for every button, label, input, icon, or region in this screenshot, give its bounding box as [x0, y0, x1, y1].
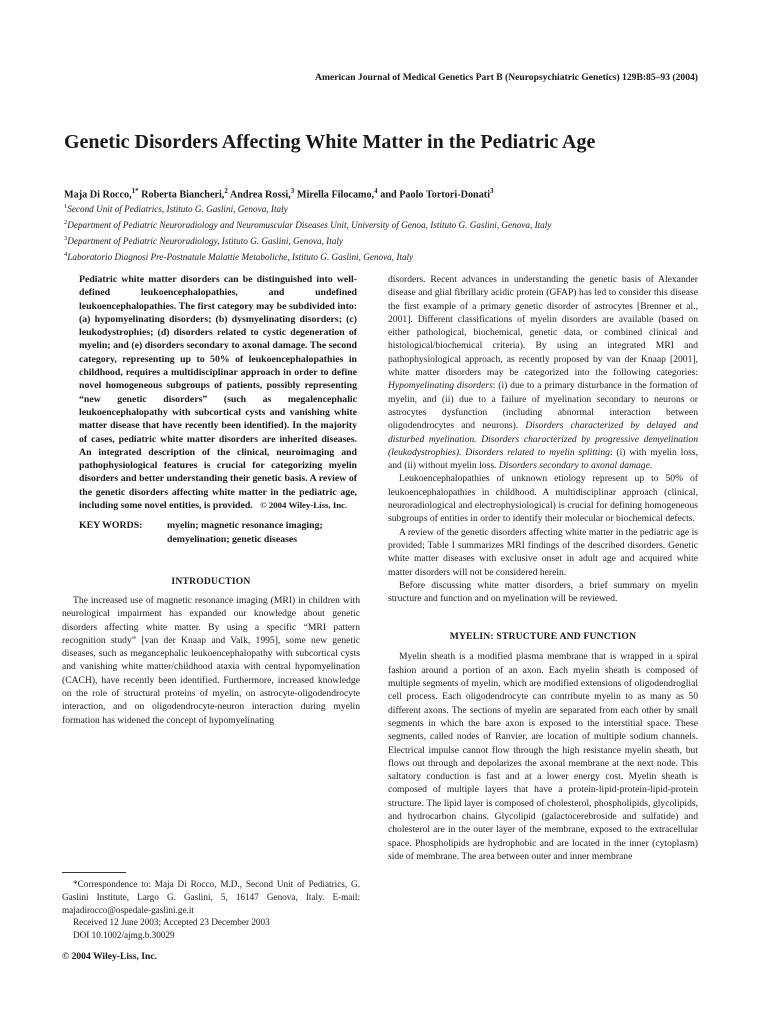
section-heading-introduction: INTRODUCTION [171, 575, 251, 587]
affiliation-sup: 2 [64, 219, 68, 227]
author-name: Mirella Filocamo, [296, 189, 375, 201]
right-column [388, 273, 698, 863]
text-run: : (i) with myelin loss, and (ii) without myelin loss. [388, 446, 699, 472]
footnote-doi: DOI 10.1002/ajmg.b.30029 [73, 930, 175, 941]
affiliation-text: Department of Pediatric Neuroradiology, Istituto G. Gaslini, Genova, Italy [67, 236, 344, 247]
abstract-text: Pediatric white matter disorders can be distinguished into well-defined leukoencephalopathies, and undefined leukoencephalopathies. The first category may be subdivided into: (a) hypomyelinating disorders; (b) dysmyelinating disorders; (c) leukodystrophies; (d) disorders related to cystic degeneration of myelin; and (e) disorders secondary to axonal damage. The second category, representing up to 50% of leukoencephalopathies in childhood, requires a multidisciplinar approach in order to define novel homogeneous subgroups of patients, possibly representing “new genetic disorders” (such as megalencephalic leukoencephalopathy with subcortical cysts and vanishing white matter disease that have recently been identified). In the majority of cases, pediatric white matter disorders are inherited diseases. An integrated description of the clinical, neuroimaging and pathophysiological features is crucial for categorizing myelin disorders and better understanding their genetic basis. A review of the genetic disorders affecting white matter in the pediatric age, including some novel entities, is provided. [79, 274, 357, 512]
affiliation-sup: 4 [64, 251, 68, 259]
author-sup: 3 [290, 187, 295, 195]
keywords [62, 519, 360, 546]
keywords-text: myelin; magnetic resonance imaging; demyelination; genetic diseases [167, 520, 323, 545]
affiliation [64, 216, 734, 232]
affiliation [64, 232, 734, 248]
text-run: . [649, 460, 653, 472]
author-name: Roberta Biancheri, [141, 189, 225, 201]
affiliation-text: Department of Pediatric Neuroradiology and Neuromuscular Diseases Unit, University of Genoa, Istituto G. Gaslini, Genova, Italy [67, 220, 552, 231]
affiliation [64, 200, 734, 216]
text-run-italic: Disorders characterized by delayed and disturbed myelination. Disorders characterized by progressive demyelination (leukodystrophies). Disorders related to myelin splitting [388, 420, 698, 458]
paragraph: Myelin sheath is a modified plasma membrane that is wrapped in a spiral fashion around a portion of an axon. Each myelin sheath is composed of multiple segments of myelin, which are modified extensions of oligodendroglial cell process. Each oligodendrocyte can contribute myelin to as many as 50 different axons. The sections of myelin are separated from each other by small segments in which the bare axon is exposed to the interstitial space. These segments, called nodes of Ranvier, are location of multiple sodium channels. Electrical impulse cannot flow through the high resistance myelin sheath, but flows out through and depolarizes the axonal membrane at the next node. This saltatory conduction is fast and at a lower energy cost. Myelin sheath is composed of multiple layers that have a protein-lipid-protein-lipid-protein structure. The lipid layer is composed of cholesterol, phospholipids, glycolipids, and hydrocarbon chains. Glycolipid (galactocerebroside and sulfatide) and cholesterol are in the outer layer of the membrane, exposed to the extracellular space. Phospholipids are hydrophobic and are located in the inner (cytoplasm) side of membrane. The area between outer and inner membrane [388, 651, 698, 862]
author-sup: 1* [131, 187, 139, 195]
text-run: : (i) due to a primary disturbance in the formation of myelin, and (ii) due to a failure of myelination secondary to neurons or astrocytes dysfunction (including abnormal interaction between oligodendrocytes and neurons). [388, 380, 698, 432]
affiliation-text: Laboratorio Diagnosi Pre-Postnatale Malattie Metaboliche, Istituto G. Gaslini, Genova, Italy [67, 252, 414, 263]
affiliation-sup: 3 [64, 235, 68, 243]
paragraph: Before discussing white matter disorders, a brief summary on myelin structure and function and on myelination will be reviewed. [388, 579, 698, 605]
author-name: Maja Di Rocco, [64, 189, 132, 201]
affiliation-list [64, 200, 734, 264]
footnote-received: Received 12 June 2003; Accepted 23 December 2003 [73, 917, 270, 928]
paragraph: Leukoencephalopathies of unknown etiology represent up to 50% of leukoencephalopathies in childhood. A multidisciplinar approach (clinical, neuroradiological and electrophysiological) is crucial for defining homogeneous subgroups of entities in order to identify their molecular or biochemical defects. [388, 473, 698, 525]
text-run-italic: Hypomyelinating disorders [388, 380, 493, 392]
left-column [62, 273, 360, 727]
text-run: disorders. Recent advances in understanding the genetic basis of Alexander disease and glial fibrillary acidic protein (GFAP) has led to consider this disease the first example of a primary genetic disorder of astrocytes [Brenner et al., 2001]. Different classifications of myelin disorders are available (based on either pathological, biochemical, genetic data, or combined clinical and histological/biochemical criteria). By using an integrated MRI and pathophysiological approach, as recently proposed by van der Knaap [2001], white matter disorders may be categorized into the following categories: [388, 274, 698, 379]
text-run-italic: Disorders secondary to axonal damage [498, 460, 650, 472]
running-head: American Journal of Medical Genetics Part B (Neuropsychiatric Genetics) 129B:85–93 (2004) [315, 72, 698, 83]
author-name: and Paolo Tortori-Donati [380, 189, 491, 201]
paragraph [388, 273, 698, 472]
paragraph: A review of the genetic disorders affecting white matter in the pediatric age is provided; Table I summarizes MRI findings of the described disorders. Genetic white matter diseases with exclusive onset in adult age and acquired white matter disorders will not be considered herein. [388, 526, 698, 578]
affiliation-text: Second Unit of Pediatrics, Istituto G. Gaslini, Genova, Italy [67, 204, 288, 215]
copyright-notice: © 2004 Wiley-Liss, Inc. [62, 951, 158, 962]
author-sup: 2 [224, 187, 228, 195]
section-heading-myelin: MYELIN: STRUCTURE AND FUNCTION [449, 631, 637, 643]
abstract-copyright: © 2004 Wiley-Liss, Inc. [260, 500, 348, 511]
author-sup: 4 [374, 187, 378, 195]
footnotes [62, 878, 360, 942]
paragraph: The increased use of magnetic resonance imaging (MRI) in children with neurological impairment has expanded our knowledge about genetic disorders affecting white matter. By using a specific “MRI pattern recognition study” [van der Knaap and Valk, 1995], some new genetic diseases, such as megancephalic leukoencephalopathy with subcortical cysts and vanishing white matter/childhood ataxia with central hypomyelination (CACH), have recently been identified. Furthermore, increased knowledge on the role of structural proteins of myelin, on astrocyte-oligodendrocyte interaction, and on oligodendrocyte-neuron interaction during myelin formation has widened the concept of hypomyelinating [62, 594, 360, 726]
footnote-correspondence: *Correspondence to: Maja Di Rocco, M.D., Second Unit of Pediatrics, G. Gaslini Institute, Largo G. Gaslini, 5, 16147 Genova, Italy. E-mail: majadirocco@ospedale-gaslini.ge.it [62, 879, 360, 915]
keywords-label: KEY WORDS: [79, 520, 143, 532]
article-title: Genetic Disorders Affecting White Matter in the Pediatric Age [64, 131, 596, 153]
footnote-divider [62, 872, 126, 873]
abstract [62, 273, 360, 512]
affiliation-sup: 1 [64, 203, 68, 210]
affiliation [64, 248, 734, 264]
author-sup: 3 [490, 187, 494, 195]
author-name: Andrea Rossi, [229, 189, 291, 201]
